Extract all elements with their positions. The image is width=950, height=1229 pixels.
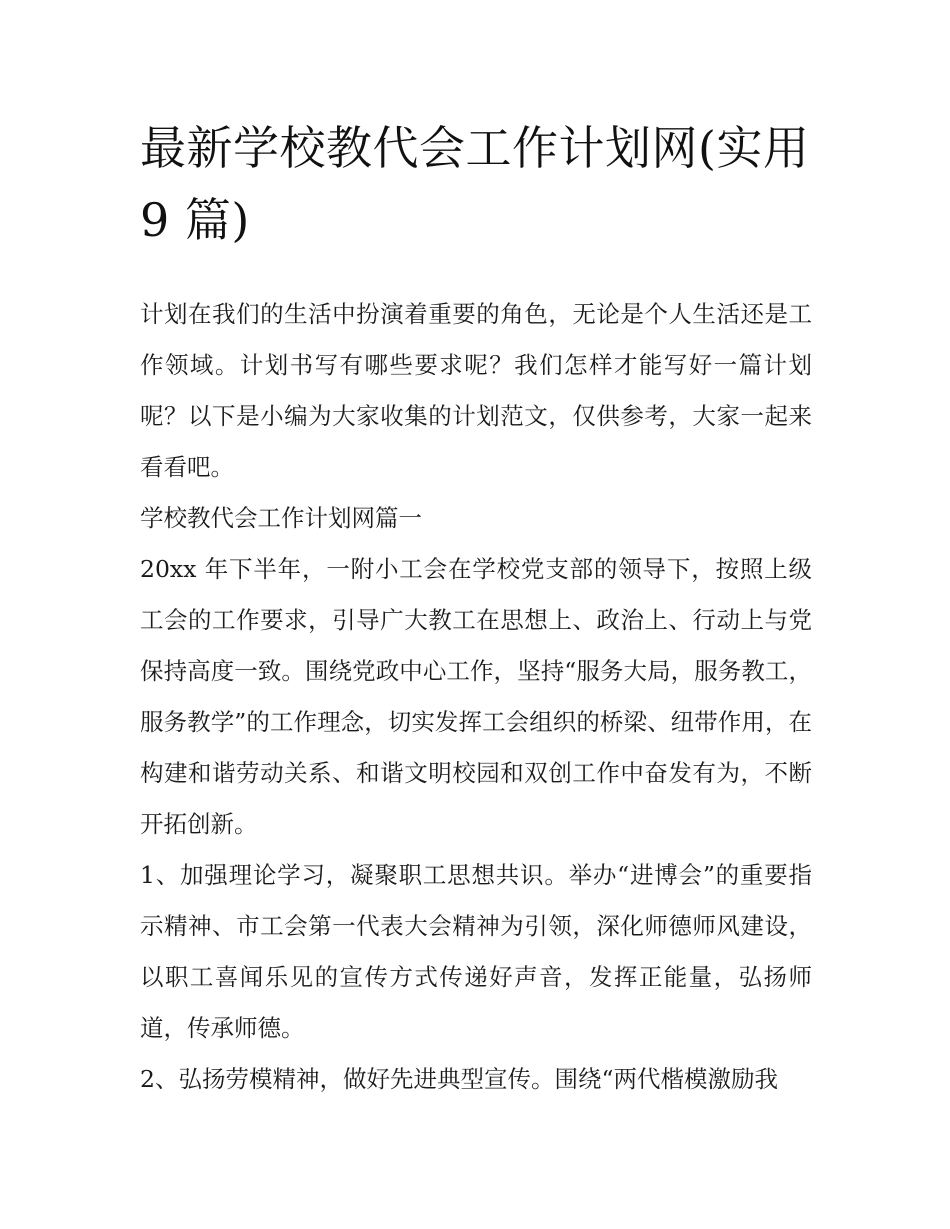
body-paragraph: 20xx 年下半年，一附小工会在学校党支部的领导下，按照上级工会的工作要求，引导广大教工在思想上、政治上、行动上与党保持高度一致。围绕党政中心工作，坚持“服务大局，服务教工，服务教学”的工作理念，切实发挥工会组织的桥梁、纽带作用，在构建和谐劳动关系、和谐文明校园和双创工作中奋发有为，不断开拓创新。 [140,555,812,838]
document-title: 最新学校教代会工作计划网(实用 9 篇) [140,121,810,247]
section-heading: 学校教代会工作计划网篇一 [140,504,422,532]
list-item-2: 2、弘扬劳模精神，做好先进典型宣传。围绕“两代楷模激励我 [140,1065,778,1093]
list-item-1: 1、加强理论学习，凝聚职工思想共识。举办“进博会”的重要指示精神、市工会第一代表大会精神为引领，深化师德师风建设，以职工喜闻乐见的宣传方式传递好声音，发挥正能量，弘扬师道，传承师德。 [140,861,812,1042]
intro-paragraph: 计划在我们的生活中扮演着重要的角色，无论是个人生活还是工作领域。计划书写有哪些要求呢？我们怎样才能写好一篇计划呢？以下是小编为大家收集的计划范文，仅供参考，大家一起来看看吧。 [140,300,812,481]
document-body [140,112,812,1105]
